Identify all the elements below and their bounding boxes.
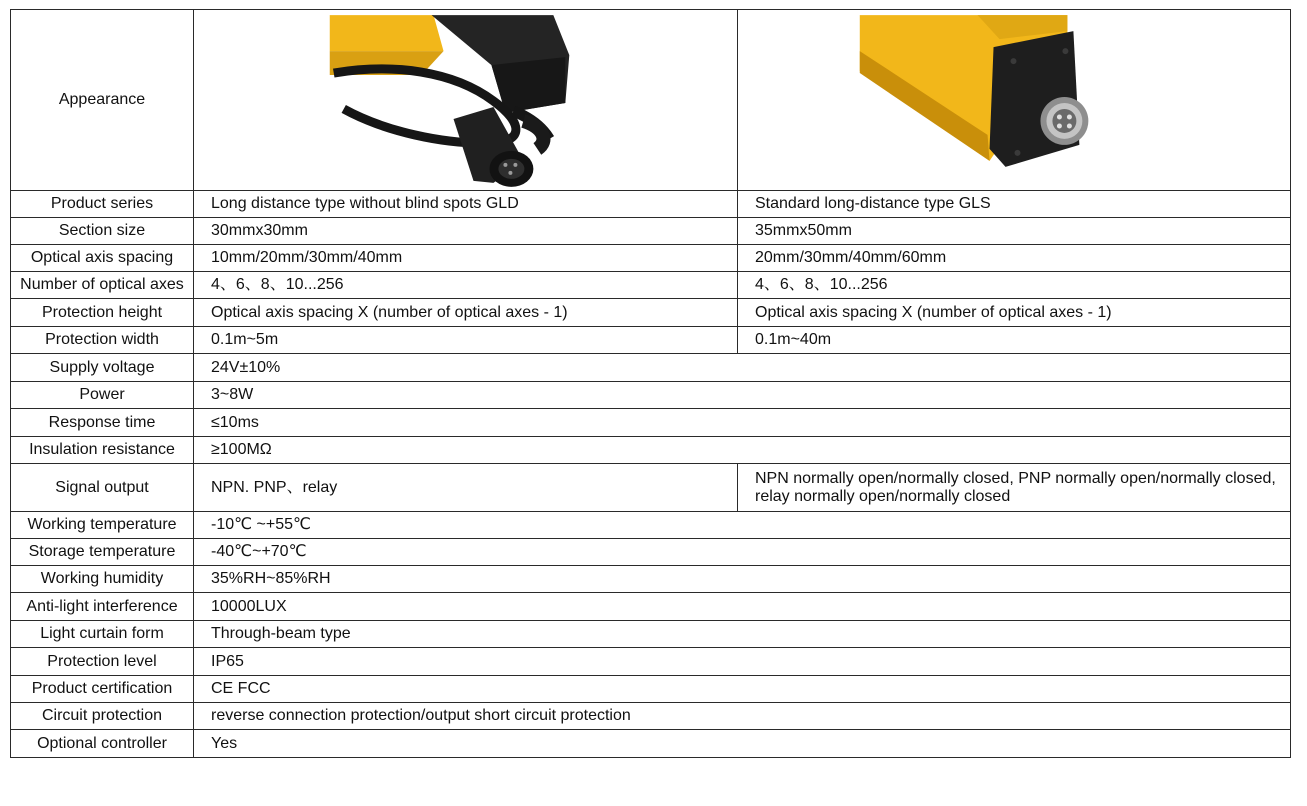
row-storage-temperature	[11, 539, 1291, 566]
row-number-of-optical-axes	[11, 272, 1291, 299]
spec-table	[10, 9, 1291, 758]
row-label: Anti-light interference	[11, 593, 194, 621]
gls-value: Optical axis spacing X (number of optical axes - 1)	[738, 299, 1291, 327]
row-label: Appearance	[11, 10, 194, 191]
row-label: Protection level	[11, 648, 194, 676]
row-working-temperature	[11, 512, 1291, 539]
gld-value: 0.1m~5m	[194, 327, 738, 354]
shared-value: 10000LUX	[194, 593, 1291, 621]
row-label: Storage temperature	[11, 539, 194, 566]
row-protection-width	[11, 327, 1291, 354]
row-label: Response time	[11, 409, 194, 437]
gls-product-image	[738, 10, 1291, 191]
row-label: Number of optical axes	[11, 272, 194, 299]
row-product-series	[11, 191, 1291, 218]
row-circuit-protection	[11, 703, 1291, 730]
row-label: Product series	[11, 191, 194, 218]
gld-value: Long distance type without blind spots GLD	[194, 191, 738, 218]
row-insulation-resistance	[11, 437, 1291, 464]
row-optional-controller	[11, 730, 1291, 758]
shared-value: -40℃~+70℃	[194, 539, 1291, 566]
gls-value: NPN normally open/normally closed, PNP normally open/normally closed, relay normally open/normally closed	[738, 464, 1291, 512]
gld-value: 4、6、8、10...256	[194, 272, 738, 299]
row-optical-axis-spacing	[11, 245, 1291, 272]
row-label: Insulation resistance	[11, 437, 194, 464]
row-label: Protection width	[11, 327, 194, 354]
row-product-certification	[11, 676, 1291, 703]
row-label: Optional controller	[11, 730, 194, 758]
row-label: Light curtain form	[11, 621, 194, 648]
row-signal-output	[11, 464, 1291, 512]
shared-value: Through-beam type	[194, 621, 1291, 648]
row-label: Protection height	[11, 299, 194, 327]
row-label: Supply voltage	[11, 354, 194, 382]
gld-value: 30mmx30mm	[194, 218, 738, 245]
gld-value: Optical axis spacing X (number of optical axes - 1)	[194, 299, 738, 327]
shared-value: ≤10ms	[194, 409, 1291, 437]
row-label: Power	[11, 382, 194, 409]
row-label: Optical axis spacing	[11, 245, 194, 272]
row-label: Product certification	[11, 676, 194, 703]
row-section-size	[11, 218, 1291, 245]
shared-value: 24V±10%	[194, 354, 1291, 382]
row-protection-height	[11, 299, 1291, 327]
row-light-curtain-form	[11, 621, 1291, 648]
row-label: Section size	[11, 218, 194, 245]
row-label: Signal output	[11, 464, 194, 512]
row-power	[11, 382, 1291, 409]
shared-value: IP65	[194, 648, 1291, 676]
gls-value: 0.1m~40m	[738, 327, 1291, 354]
row-anti-light-interference	[11, 593, 1291, 621]
shared-value: ≥100MΩ	[194, 437, 1291, 464]
shared-value: CE FCC	[194, 676, 1291, 703]
row-label: Working humidity	[11, 566, 194, 593]
shared-value: 35%RH~85%RH	[194, 566, 1291, 593]
shared-value: Yes	[194, 730, 1291, 758]
row-appearance	[11, 10, 1291, 191]
row-supply-voltage	[11, 354, 1291, 382]
gls-value: 4、6、8、10...256	[738, 272, 1291, 299]
row-protection-level	[11, 648, 1291, 676]
gld-product-image	[194, 10, 738, 191]
shared-value: -10℃ ~+55℃	[194, 512, 1291, 539]
gls-value: 35mmx50mm	[738, 218, 1291, 245]
row-working-humidity	[11, 566, 1291, 593]
row-label: Working temperature	[11, 512, 194, 539]
row-response-time	[11, 409, 1291, 437]
shared-value: reverse connection protection/output short circuit protection	[194, 703, 1291, 730]
gld-value: 10mm/20mm/30mm/40mm	[194, 245, 738, 272]
gls-value: Standard long-distance type GLS	[738, 191, 1291, 218]
gls-product-photo	[738, 11, 1290, 189]
gld-product-photo	[194, 11, 737, 189]
gls-value: 20mm/30mm/40mm/60mm	[738, 245, 1291, 272]
row-label: Circuit protection	[11, 703, 194, 730]
gld-value: NPN. PNP、relay	[194, 464, 738, 512]
shared-value: 3~8W	[194, 382, 1291, 409]
